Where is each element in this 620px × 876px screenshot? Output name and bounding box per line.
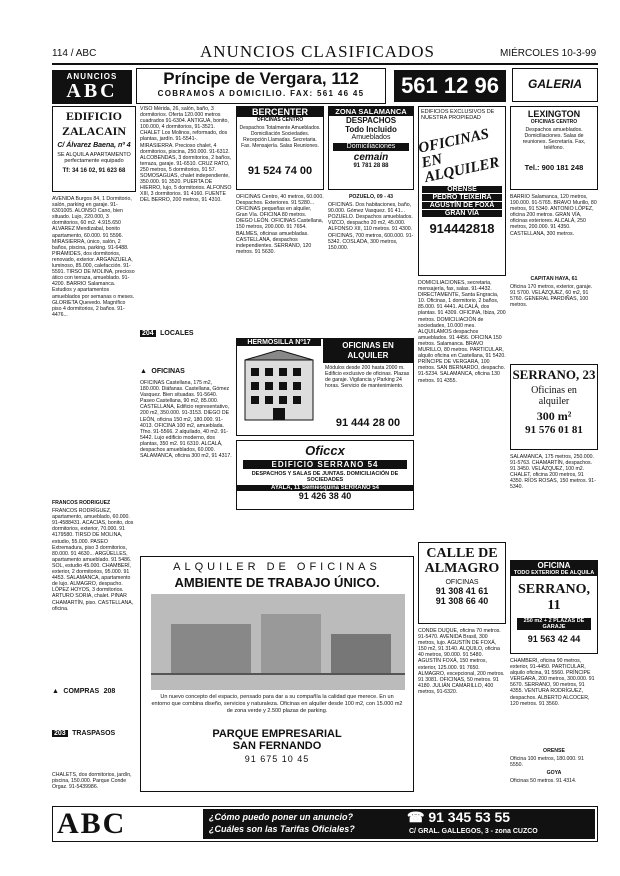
- header-rule: [52, 63, 598, 65]
- banner-subline: COBRAMOS A DOMICILIO. FAX: 561 46 45: [157, 89, 365, 98]
- oficcx-sub: EDIFICIO SERRANO 54: [243, 460, 407, 469]
- oficinas-alquiler-ad: [418, 106, 506, 276]
- edificio-title-2: ZALACAIN: [61, 124, 126, 138]
- footer-phone-number: 91 345 53 55: [428, 809, 511, 825]
- pozuelo-header: POZUELO, 09 - 43: [348, 194, 394, 200]
- col2-classifieds: VÍSO Mérida, 26, salón, baño, 3 dormitorios. Oferta 120.000 metros cuadrados 91-6304. ANTIGUA, bonito, 100.000, 4 dormitorios, 91-3521. CHALET Los Molinos, reformado, dos plantas, jardín. 91-5541-. MIRASIERRA. Precioso chalet, 4 dormitorios, piscina, 250.000. 91-6312. ALCOBENDAS, 3 dormitorios, 2 baños, terraza, garaje. 91-6510. CRUZ RATO, 250 metros, 5 dormitorios, 91 57. SOMOSAGUAS, chalet independiente, 350.000. 91 3520. PUERTA DE HIERRO, lujo, 5 dormitorios. ALFONSO XIII, 3 dormitorios. 91 4160. FUENTE DEL BERRO, 200 metros, 91 4310.: [140, 106, 232, 204]
- section-compras-label: COMPRAS: [63, 688, 100, 695]
- zona-line-1: DESPACHOS: [345, 116, 397, 125]
- street-gran-via: GRAN VÍA: [422, 210, 502, 217]
- parque-title-2: SAN FERNANDO: [232, 740, 322, 752]
- zona-phone: 91 781 28 88: [353, 163, 389, 169]
- edificio-zalacain-ad: [52, 106, 136, 192]
- lexington-text: Despachos amueblados. Domiciliaciones. Salas de reuniones. Secretaría. Fax, teléfono.: [522, 127, 586, 152]
- col5-classifieds-a: BARRIO Salamanca, 120 metros, 190.000. 91-5765. BRAVO Murillo, 80 metros, 91 5340. ANTONIO LÓPEZ, oficina 200 metros. GRAN VÍA, oficinas exteriores. ALCALÁ, 250 metros, 200.000. 91 4350. CASTELLANA, 300 metros.: [510, 194, 597, 237]
- col1-bottom-text: CHALETS, dos dormitorios, jardín, piscina, 150.000. Parque Conde Orgaz. 91-5439986.: [52, 772, 132, 791]
- edificios-text: EDIFICIOS EXCLUSIVOS DE NUESTRA PROPIEDAD: [421, 109, 495, 122]
- serrano11-phone: 91 563 42 44: [527, 634, 581, 644]
- oficinas-big-text: OFICINAS EN ALQUILER: [417, 126, 501, 187]
- col5-orense-goya: [510, 748, 598, 792]
- col5-capitan-haya: [510, 276, 598, 360]
- serrano23-title: SERRANO, 23: [512, 367, 596, 382]
- col4-classifieds-lower: CONDE DUQUE, oficina 70 metros. 91-5470. AVENIDA Brasil, 300 metros, lujo. AGUSTÍN DE FOXÁ, 150 m2, 91 3140. ALQUILO, oficina 40 metros, 90.000. 91 5480. AGUSTÍN FOXÁ, 150 metros, exterior, 125.000. 91 7650. ALMAGRO, excepcional, 200 metros. 91 3081. OFICINAS, 50 metros. 91 4180. JULIÁN CAMARILLO, 400 metros, 91-6320.: [418, 628, 505, 695]
- section-locales-label: LOCALES: [160, 330, 194, 337]
- oficcx-desc: DESPACHOS Y SALAS DE JUNTAS. DOMICILIACIÓN DE SOCIEDADES: [251, 471, 399, 483]
- bercenter-sub: OFICINAS CENTRO: [256, 117, 304, 123]
- calle-phone-1: 91 308 41 61: [435, 586, 489, 596]
- section-traspasos-label: TRASPASOS: [72, 730, 116, 737]
- hermosilla-left: [237, 339, 321, 435]
- footer-address: C/ GRAL. GALLEGOS, 3 - zona CUZCO: [409, 828, 538, 835]
- ambiente-text: Un nuevo concepto del espacio, pensado para dar a su compañía la calidad que merece. En un entorno que combina diseño, servicios y naturaleza. Oficinas en alquiler desde 100 m2, con 15.000 m2 de zona verde y 2.500 plazas de parking.: [151, 694, 403, 714]
- ambiente-title: AMBIENTE DE TRABAJO ÚNICO.: [174, 575, 380, 590]
- edificio-desc: SE ALQUILA APARTAMENTO: [57, 152, 131, 158]
- oficinas-alquiler-phone: 914442818: [429, 221, 495, 236]
- phone-icon: ☎: [407, 809, 429, 825]
- capitan-label: CAPITÁN HAYA, 61: [530, 276, 578, 282]
- footer-info-box: [203, 809, 595, 839]
- section-compras-num: 208: [103, 688, 116, 695]
- edificio-desc2: perfectamente equipado: [64, 158, 124, 164]
- lexington-ad: [510, 106, 598, 190]
- oficina-top: OFICINA: [511, 561, 597, 570]
- street-agustin-foxa: AGUSTÍN DE FOXÁ: [422, 202, 502, 209]
- col3-classifieds-a: OFICINAS Centro, 40 metros, 60.000. Despachos. Exteriores. 91 5280... OFICINAS pequeñas en alquiler, Gran Vía. OFICINA 80 metros. DIEGO LEÓN. OFICINAS Castellana, 150 metros, 200.000. 91 7654. BALMES, oficinas amuebladas. CASTELLANA, despachos independientes. SERRANO, 120 metros. 91 5630.: [236, 194, 324, 255]
- parque-title-1: PARQUE EMPRESARIAL: [212, 728, 342, 740]
- alquiler-title: OFICINAS EN ALQUILER: [323, 339, 413, 363]
- edificio-phone: Tf: 34 16 02, 91 623 68: [62, 168, 126, 174]
- section-locales-num: 204: [142, 330, 154, 337]
- orense-text: Oficina 100 metros, 180.000. 91 5550.: [510, 756, 584, 769]
- alquiler-phone: 91 444 28 00: [335, 417, 401, 429]
- serrano23-sub: Oficinas en alquiler: [531, 385, 577, 407]
- section-title: ANUNCIOS CLASIFICADOS: [200, 42, 435, 61]
- serrano11-title: SERRANO, 11: [518, 582, 590, 613]
- col3-classifieds-b-text: OFICINAS. Dos habitaciones, baño, 90.000. Gómez Vasquez. 91 41... POZUELO. Despachos amueblados. VIZCO, despacho 20 m2, 45.000. ALFONSO XII, 110 metros. 91 4300. OFICINAS, 700 metros, 600.000. 91-5342. COSLADA, 300 metros, 150.000.: [328, 202, 414, 251]
- banner-phone: 561 12 96: [394, 70, 506, 102]
- galeria-box: [512, 68, 598, 102]
- banner-address-box: [136, 68, 386, 104]
- serrano23-size: 300 m²: [536, 409, 572, 423]
- ambiente-photo: [151, 594, 403, 690]
- col5-classifieds-c: CHAMBERÍ, oficina 90 metros, exterior, 91-4450. PARTICULAR, alquilo oficina, 91 5560. PRÍNCIPE VERGARA, 200 metros, 300.000. 91 5670. SERRANO, 90 metros, 91 4355. VENTURA RODRÍGUEZ, despachos. ALBERTO ALCOCER, 120 metros. 91 3560.: [510, 658, 595, 707]
- oficinas-alquiler-block: [323, 339, 413, 435]
- col4-classifieds: DOMICILIACIONES, secretaria, mensajería, fax, salas. 91-4432. DIRECTAMENTE, Santa Engracia, 10. Oficinas, 1 dormitorio, 2 baños, 85.000. 91 4441. ALCALÁ, dos plantas. 91 4309. OFICINA, Ibiza, 200 metros. DOMICILIACIÓN de sociedades, 10.000 mes. ALQUILAMOS despachos amueblados. 91 4456. OFICINA 150 metros. Salamanca. BRAVO MURILLO, 80 metros. PARTICULAR, alquilo oficina en Castellana, 91 5420. PRÍNCIPE DE VERGARA, 100 metros. SAN BERNARDO, despacho. 91-5234. SALAMANCA, oficina 130 metros. 91 4355.: [418, 280, 506, 384]
- footer-logo: ABC: [57, 807, 127, 840]
- lexington-title: LEXINGTON: [527, 109, 581, 119]
- hermosilla-ad: [236, 338, 414, 436]
- lexington-sub: OFICINAS CENTRO: [530, 119, 578, 125]
- banner-headline: Príncipe de Vergara, 112: [163, 69, 359, 88]
- col1-lower-classifieds: [52, 500, 136, 672]
- footer-question-2: ¿Cuáles son las Tarifas Oficiales?: [209, 824, 355, 834]
- bercenter-phone: 91 524 74 00: [247, 165, 313, 177]
- logo-top: ANUNCIOS: [66, 72, 118, 81]
- serrano23-phone: 91 576 01 81: [525, 424, 583, 436]
- hermosilla-title: HERMOSILLA Nº17: [237, 339, 321, 346]
- zona-line-4: Domiciliaciones: [333, 143, 409, 151]
- section-locales: [140, 322, 232, 337]
- orense-label: ORENSE: [543, 748, 565, 754]
- serrano11-ad: [510, 560, 598, 654]
- bercenter-ad: [236, 106, 324, 190]
- bercenter-title: BERCENTER: [237, 107, 323, 117]
- page-date: MIÉRCOLES 10-3-99: [500, 48, 597, 59]
- alquiler-text: Módulos desde 200 hasta 2000 m. Edificio exclusivo de oficinas. Plazas de garaje. Vigilancia y Parking 24 horas. Servicio de mantenimiento.: [325, 365, 410, 390]
- footer-question-1: ¿Cómo puedo poner un anuncio?: [209, 812, 353, 822]
- compras-arrow-icon: ▲: [52, 688, 59, 695]
- page-ref: 114 / ABC: [52, 48, 97, 59]
- goya-label: GOYA: [546, 770, 562, 777]
- section-oficinas-label: OFICINAS: [151, 368, 185, 375]
- capitan-text: Oficina 170 metros, exterior, garaje. 91 5700. VELÁZQUEZ, 60 m2, 91 5760. GENERAL PARDIÑAS, 100 metros.: [510, 284, 593, 309]
- office-photo-icon: [151, 594, 405, 690]
- oficcx-ad: [236, 440, 414, 510]
- col2-oficinas-text: OFICINAS Castellana, 175 m2, 180.000. Diáfanas. Castellana, Gómez Vasquez. Bien situadas. 91-5640. Paseo Castellana, 90 m2, 85.000. CASTELLANA, Edificio representativo, 200 m2, 350.000. 91-3153. DIEGO DE LEÓN, oficina 150 m2, 180.000. 91-4013. OFICINA 100 m2, amueblada. Tfno. 91-5566. 2 alquilado, 40 m2. 91-5442. Lujo edificio moderno, dos plantas, 350 m2. 91 6310. ALCALÁ, despachos amueblados, 60.000. SALAMANCA, oficina 300 m2, 91 4317.: [140, 380, 232, 460]
- oficina-sub: TODO EXTERIOR DE ALQUILA: [511, 570, 597, 576]
- street-orense: ORENSE: [422, 186, 502, 193]
- zona-line-3: Amueblados: [351, 134, 391, 141]
- bercenter-text: Despachos Totalmente Amueblados. Domiciliación Sociedades. Recepción Llamadas. Secretaria. Fax. Mensajería. Salas Reuniones.: [239, 125, 321, 150]
- ambiente-trabajo-ad: [140, 556, 414, 792]
- logo-bottom: ABC: [66, 80, 118, 102]
- parque-phone: 91 675 10 45: [244, 754, 310, 764]
- goya-text: Oficinas 50 metros. 91 4314.: [510, 778, 577, 785]
- section-traspasos-num: 203: [54, 730, 66, 737]
- galeria-logo: GALERIA: [528, 77, 582, 91]
- col3-classifieds-b: [328, 194, 414, 334]
- col5-classifieds-b: SALAMANCA, 175 metros, 250.000. 91-5763. CHAMARTÍN, despachos. 91 3450. VELÁZQUEZ, 100 m2. CHALET, oficina 200 metros, 91 4350. RÍOS ROSAS, 150 metros. 91-5340.: [510, 454, 596, 491]
- building-illustration-icon: [239, 350, 319, 424]
- col1-classifieds: AVENIDA Burgos 84, 1 Dormitorio, salón, parking en garaje. 91-6301005. ALONSO Cano, bien situado. Lujo, 220.000, 3 dormitorios, 60 m2. 4.915.650 ALVAREZ Mendizabal, bonito apartamento, 60.000. 91 5596. MIRASIERRA, único, salón, 2 baños, piscina, parking. 91-6488. PIRÁMIDES, dos dormitorios, renovado, exterior. ARGANZUELA, luminoso, 85.000, calefacción. 91-5591. TIRSO DE MOLINA, precioso ático con terraza, amueblado. 91-4200. BARRIO Salamanca. Estudios y apartamentos amueblados por semanas o meses. GLORIETA Quevedo. Magnífico piso 4 dormitorios, 2 baños. 91-4476...: [52, 196, 135, 318]
- oficcx-address: AYALA, 11 Semiesquina SERRANO 54: [237, 485, 413, 491]
- serrano11-sub: 250 m2 + 2 PLAZAS DE GARAJE: [517, 618, 591, 630]
- col1-label-1: FRANCOS RODRÍGUEZ: [52, 500, 111, 506]
- ambiente-top: ALQUILER DE OFICINAS: [173, 561, 381, 573]
- edificio-title-1: EDIFICIO: [65, 109, 122, 123]
- calle-title-2: ALMAGRO: [424, 561, 500, 576]
- zona-brand: cemain: [353, 152, 389, 163]
- lexington-phone: Tel.: 900 181 248: [524, 163, 584, 172]
- calle-title-1: CALLE DE: [426, 546, 498, 561]
- oficinas-arrow-icon: ▲: [140, 368, 147, 375]
- zona-salamanca-ad: [328, 106, 414, 190]
- oficcx-brand: Oficcx: [305, 443, 345, 458]
- col1-lower-text: FRANCOS RODRÍGUEZ, apartamento, amueblado, 60.000. 91-4588431. ACACIAS, bonito, dos dormitorios, exterior, 70.000. 91 4179580. TIRSO DE MOLINA, estudio, 55.000. PASEO Extremadura, piso 3 dormitorios, 80.000. 91 4630... ARGÜELLES, apartamento amueblado. 91 5486. SOL, estudio 45.000. CHAMBERÍ, exterior, 2 dormitorios, 95.000. 91 4453. SALAMANCA, apartamento de lujo. ALMAGRO, despacho. LÓPEZ HOYOS, 3 dormitorios. ARTURO SORIA, chalet. PINAR CHAMARTÍN, piso. CASTELLANA, oficina.: [52, 508, 134, 612]
- edificio-address: C/ Álvarez Baena, nº 4: [57, 142, 131, 149]
- section-traspasos: [52, 722, 136, 737]
- footer-phone: [407, 809, 510, 826]
- section-compras: [52, 680, 136, 695]
- serrano23-ad: [510, 364, 598, 450]
- footer-banner: [52, 806, 598, 842]
- street-pedro-teixeira: PEDRO TEIXEIRA: [422, 194, 502, 201]
- zona-line-2: Todo Incluido: [345, 125, 397, 134]
- calle-almagro-ad: [418, 542, 506, 624]
- section-oficinas: [140, 360, 232, 375]
- abc-anuncios-logo: [52, 70, 132, 104]
- calle-sub: OFICINAS: [445, 579, 479, 586]
- oficcx-phone: 91 426 38 40: [298, 491, 352, 501]
- zona-title: ZONA SALAMANCA: [329, 107, 413, 116]
- calle-phone-2: 91 308 66 40: [435, 596, 489, 606]
